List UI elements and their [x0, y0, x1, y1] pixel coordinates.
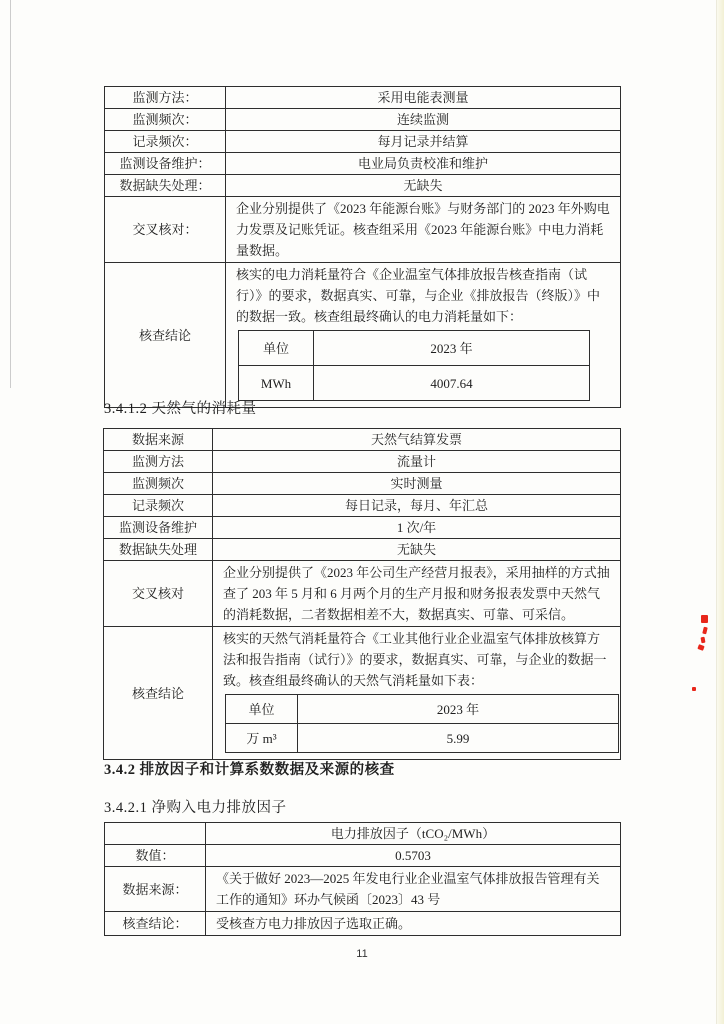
- row-label: 数值：: [105, 845, 206, 867]
- table-row: [105, 175, 621, 197]
- gas-monitoring-table: [103, 428, 621, 760]
- emission-factor-table: [104, 822, 621, 936]
- unit-header: 单位: [226, 695, 298, 724]
- conclusion-row: [105, 263, 621, 408]
- scan-edge-strip-right: [716, 0, 724, 1024]
- row-value: 连续监测: [226, 109, 621, 131]
- row-label: 监测方法: [104, 451, 213, 473]
- table-row: [105, 867, 621, 912]
- gas-result-table: [225, 694, 619, 753]
- table-header-row: [105, 823, 621, 845]
- row-label: 记录频次：: [105, 131, 226, 153]
- row-value: 电业局负责校准和维护: [226, 153, 621, 175]
- cross-check-text: 企业分别提供了《2023 年能源台账》与财务部门的 2023 年外购电力发票及记账凭证。核查组采用《2023 年能源台账》中电力消耗量数据。: [226, 197, 621, 263]
- table-row: [226, 695, 619, 724]
- section-heading-3421: 3.4.2.1 净购入电力排放因子: [104, 800, 287, 816]
- row-value: 无缺失: [226, 175, 621, 197]
- row-label: 数据缺失处理: [104, 539, 213, 561]
- scan-edge-line-left: [10, 0, 11, 388]
- unit-value: MWh: [239, 366, 314, 401]
- empty-header-cell: [105, 823, 206, 845]
- conclusion-text: 核实的电力消耗量符合《企业温室气体排放报告核查指南（试行）》的要求，数据真实、可靠，与企业《排放报告（终版）》中的数据一致。核查组最终确认的电力消耗量如下：: [236, 267, 601, 324]
- table-row: [104, 495, 621, 517]
- row-label: 核查结论: [104, 627, 213, 760]
- row-value: 每日记录，每月、年汇总: [213, 495, 621, 517]
- table-row: [105, 912, 621, 936]
- row-label: 数据缺失处理：: [105, 175, 226, 197]
- table-row: [105, 87, 621, 109]
- table-row: [105, 131, 621, 153]
- consumption-value: 5.99: [298, 724, 619, 753]
- row-label: 监测方法：: [105, 87, 226, 109]
- electricity-result-table: [238, 330, 590, 401]
- row-value: 1 次/年: [213, 517, 621, 539]
- row-label: 数据来源：: [105, 867, 206, 912]
- table-row: [104, 429, 621, 451]
- factor-header: 电力排放因子（tCO₂/MWh）: [206, 823, 621, 845]
- row-value: 无缺失: [213, 539, 621, 561]
- section-heading-3412: 3.4.1.2 天然气的消耗量: [104, 401, 257, 417]
- row-label: 监测设备维护: [104, 517, 213, 539]
- row-value: 流量计: [213, 451, 621, 473]
- table-row: [104, 539, 621, 561]
- conclusion-text: 受核查方电力排放因子选取正确。: [206, 912, 621, 936]
- year-header: 2023 年: [298, 695, 619, 724]
- conclusion-cell: [213, 627, 621, 760]
- electricity-monitoring-table: [104, 86, 621, 408]
- red-ink-mark: [692, 687, 696, 691]
- row-label: 监测频次：: [105, 109, 226, 131]
- row-label: 记录频次: [104, 495, 213, 517]
- table-row: [104, 473, 621, 495]
- unit-value: 万 m³: [226, 724, 298, 753]
- row-value: 采用电能表测量: [226, 87, 621, 109]
- table-row: [239, 366, 590, 401]
- data-source-text: 《关于做好 2023—2025 年发电行业企业温室气体排放报告管理有关工作的通知》环办气候函〔2023〕43 号: [206, 867, 621, 912]
- cross-check-row: [105, 197, 621, 263]
- table-row: [105, 109, 621, 131]
- row-value: 实时测量: [213, 473, 621, 495]
- row-value: 每月记录并结算: [226, 131, 621, 153]
- red-ink-mark: [701, 637, 706, 644]
- table-row: [104, 451, 621, 473]
- table-row: [105, 845, 621, 867]
- row-label: 交叉核对: [104, 561, 213, 627]
- row-label: 核查结论: [105, 263, 226, 408]
- table-row: [226, 724, 619, 753]
- row-value: 天然气结算发票: [213, 429, 621, 451]
- table-row: [105, 153, 621, 175]
- table-row: [239, 331, 590, 366]
- row-label: 监测设备维护：: [105, 153, 226, 175]
- row-label: 核查结论：: [105, 912, 206, 936]
- red-ink-mark: [702, 627, 708, 635]
- unit-header: 单位: [239, 331, 314, 366]
- row-label: 交叉核对：: [105, 197, 226, 263]
- factor-value: 0.5703: [206, 845, 621, 867]
- cross-check-text: 企业分别提供了《2023 年公司生产经营月报表》，采用抽样的方式抽查了 203 年 5 月和 6 月两个月的生产月报和财务报表发票中天然气的消耗数据，二者数据相差不大，数据真实、可靠、可采信。: [213, 561, 621, 627]
- year-header: 2023 年: [314, 331, 590, 366]
- cross-check-row: [104, 561, 621, 627]
- conclusion-text: 核实的天然气消耗量符合《工业其他行业企业温室气体排放核算方法和报告指南（试行）》的要求，数据真实、可靠，与企业的数据一致。核查组最终确认的天然气消耗量如下表：: [223, 631, 607, 688]
- conclusion-cell: [226, 263, 621, 408]
- page-number: 11: [356, 948, 368, 960]
- row-label: 数据来源: [104, 429, 213, 451]
- conclusion-row: [104, 627, 621, 760]
- table-row: [104, 517, 621, 539]
- consumption-value: 4007.64: [314, 366, 590, 401]
- section-heading-342: 3.4.2 排放因子和计算系数数据及来源的核查: [104, 762, 395, 778]
- row-label: 监测频次: [104, 473, 213, 495]
- red-ink-mark: [697, 644, 704, 651]
- red-ink-mark: [701, 615, 708, 623]
